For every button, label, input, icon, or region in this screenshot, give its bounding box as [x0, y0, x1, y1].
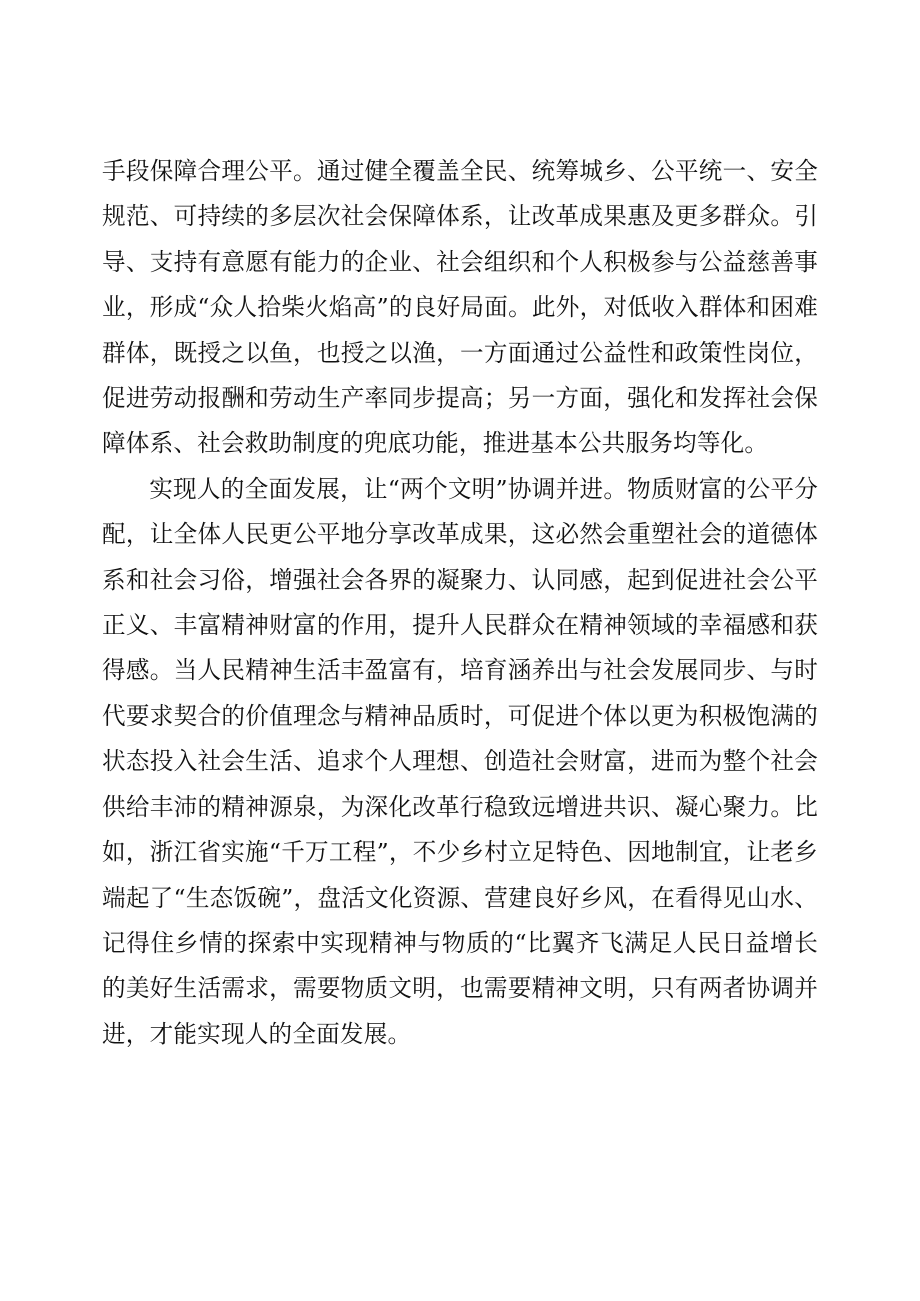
paragraph-two-civilizations: 实现人的全面发展，让“两个文明”协调并进。物质财富的公平分配，让全体人民更公平地分享改革成果，这必然会重塑社会的道德体系和社会习俗，增强社会各界的凝聚力、认同感，起到促进社会公平正义、丰富精神财富的作用，提升人民群众在精神领域的幸福感和获得感。当人民精神生活丰盈富有，培育涵养出与社会发展同步、与时代要求契合的价值理念与精神品质时，可促进个体以更为积极饱满的状态投入社会生活、追求个人理想、创造社会财富，进而为整个社会供给丰沛的精神源泉，为深化改革行稳致远增进共识、凝心聚力。比如，浙江省实施“千万工程”，不少乡村立足特色、因地制宜，让老乡端起了“生态饭碗”，盘活文化资源、营建良好乡风，在看得见山水、记得住乡情的探索中实现精神与物质的“比翼齐飞满足人民日益增长的美好生活需求，需要物质文明，也需要精神文明，只有两者协调并进，才能实现人的全面发展。 — [102, 474, 818, 1048]
paragraph-social-security: 手段保障合理公平。通过健全覆盖全民、统筹城乡、公平统一、安全规范、可持续的多层次社会保障体系，让改革成果惠及更多群众。引导、支持有意愿有能力的企业、社会组织和个人积极参与公益慈善事业，形成“众人拾柴火焰高”的良好局面。此外，对低收入群体和困难群体，既授之以鱼，也授之以渔，一方面通过公益性和政策性岗位，促进劳动报酬和劳动生产率同步提高；另一方面，强化和发挥社会保障体系、社会救助制度的兜底功能，推进基本公共服务均等化。 — [102, 157, 818, 458]
document-body — [102, 149, 818, 1057]
